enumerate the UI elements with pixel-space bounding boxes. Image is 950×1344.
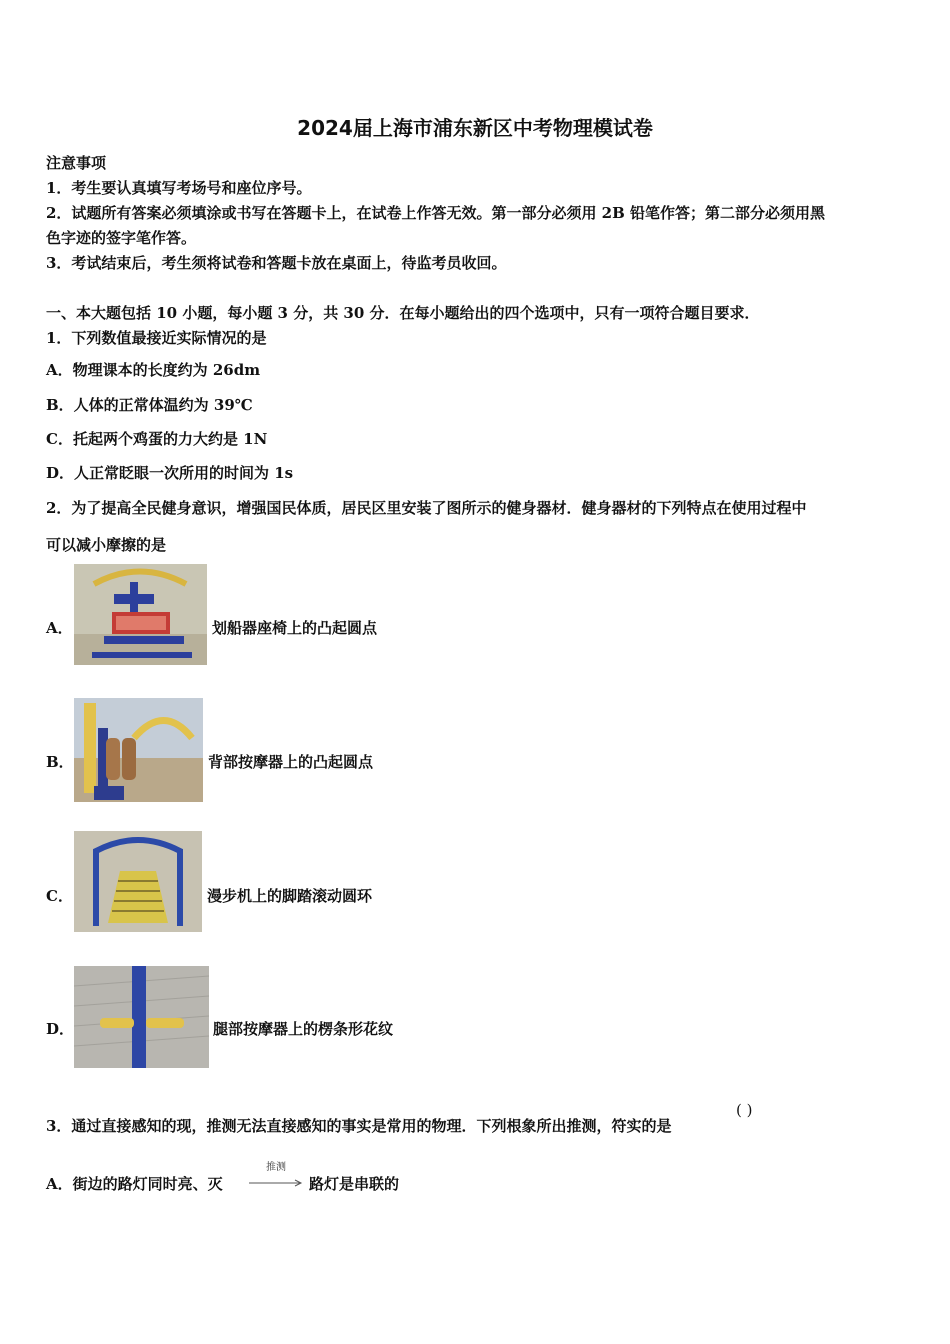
question-2-option-d-letter: D． xyxy=(46,1020,75,1038)
leg-massager-image xyxy=(74,966,209,1068)
back-massager-image xyxy=(74,698,203,802)
question-2-stem-line-2: 可以减小摩擦的是 xyxy=(46,536,167,554)
question-2-option-a-text: 划船器座椅上的凸起圆点 xyxy=(212,619,378,637)
question-2-option-b-text: 背部按摩器上的凸起圆点 xyxy=(208,753,374,771)
question-2-option-c-letter: C． xyxy=(46,887,73,905)
question-1-option-c: C．托起两个鸡蛋的力大约是 1N xyxy=(46,430,268,448)
question-2-stem-line-1: 2．为了提高全民健身意识，增强国民体质，居民区里安装了图所示的健身器材．健身器材的下列特点在使用过程中 xyxy=(46,499,807,517)
inference-arrow xyxy=(248,1158,304,1182)
notice-item-1: 1．考生要认真填写考场号和座位序号。 xyxy=(46,179,312,197)
notice-item-3: 3．考试结束后，考生须将试卷和答题卡放在桌面上，待监考员收回。 xyxy=(46,254,507,272)
question-2-option-a-letter: A． xyxy=(46,619,73,637)
walking-machine-image xyxy=(74,831,202,932)
question-2-option-d-text: 腿部按摩器上的楞条形花纹 xyxy=(213,1020,394,1038)
question-1-stem: 1．下列数值最接近实际情况的是 xyxy=(46,329,267,347)
arrow-label: 推测 xyxy=(266,1162,286,1173)
notice-item-2-line-1: 2．试题所有答案必须填涂或书写在答题卡上，在试卷上作答无效。第一部分必须用 2B 铅笔作答；第二部分必须用黑 xyxy=(46,204,826,222)
page-title: 2024届上海市浦东新区中考物理模试卷 xyxy=(297,116,653,140)
answer-parentheses: ( ) xyxy=(736,1101,753,1119)
question-3-option-a-before: A．街边的路灯同时亮、灭 xyxy=(46,1175,223,1193)
right-arrow-icon xyxy=(248,1178,304,1188)
question-3-option-a-after: 路灯是串联的 xyxy=(309,1175,400,1193)
section-heading: 一、本大题包括 10 小题，每小题 3 分，共 30 分．在每小题给出的四个选项中，只有一项符合题目要求． xyxy=(46,304,760,322)
rowing-machine-seat-image xyxy=(74,564,207,665)
question-2-option-c-text: 漫步机上的脚踏滚动圆环 xyxy=(207,887,373,905)
notice-heading: 注意事项 xyxy=(46,154,107,172)
question-1-option-d: D．人正常眨眼一次所用的时间为 1s xyxy=(46,464,294,482)
question-1-option-b: B．人体的正常体温约为 39℃ xyxy=(46,396,253,414)
question-1-option-a: A．物理课本的长度约为 26dm xyxy=(46,361,261,379)
notice-item-2-line-2: 色字迹的签字笔作答。 xyxy=(46,229,197,247)
question-3-stem: 3．通过直接感知的现，推测无法直接感知的事实是常用的物理．下列根象所出推测，符实的是 xyxy=(46,1117,672,1135)
question-2-option-b-letter: B． xyxy=(46,753,74,771)
